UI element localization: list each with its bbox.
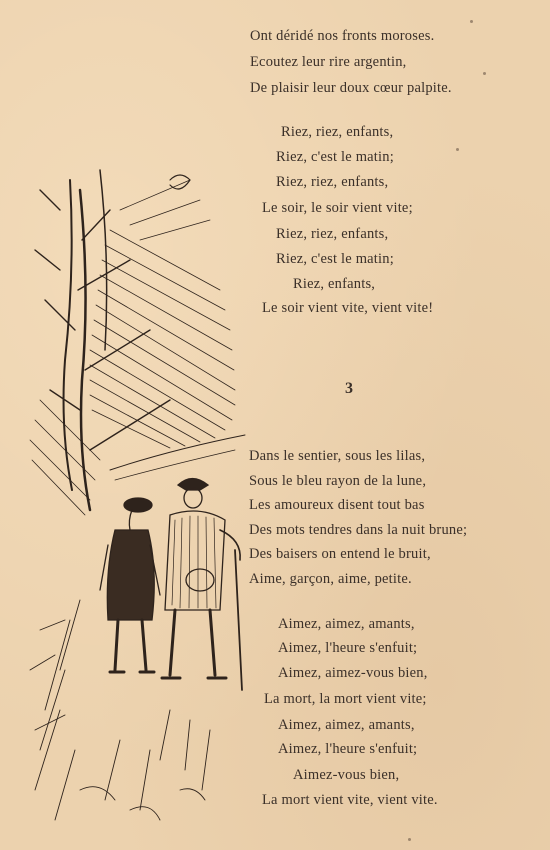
refrain-line: La mort vient vite, vient vite. xyxy=(262,792,438,808)
refrain-line: Riez, riez, enfants, xyxy=(281,124,394,140)
refrain-line: Aimez-vous bien, xyxy=(293,767,400,783)
refrain-line: Riez, riez, enfants, xyxy=(276,226,389,242)
verse-line: Ecoutez leur rire argentin, xyxy=(250,54,407,70)
stanza-number: 3 xyxy=(345,380,353,397)
refrain-line: Le soir vient vite, vient vite! xyxy=(262,300,434,316)
verse-line: De plaisir leur doux cœur palpite. xyxy=(250,80,452,96)
refrain-line: Riez, riez, enfants, xyxy=(276,174,389,190)
verse-line: Ont déridé nos fronts moroses. xyxy=(250,28,435,44)
refrain-line: Le soir, le soir vient vite; xyxy=(262,200,413,216)
refrain-line: Aimez, aimez, amants, xyxy=(278,616,415,632)
refrain-line: Aimez, aimez, amants, xyxy=(278,717,415,733)
refrain-line: La mort, la mort vient vite; xyxy=(264,691,427,707)
refrain-line: Aimez, aimez-vous bien, xyxy=(278,665,428,681)
verse-line: Les amoureux disent tout bas xyxy=(249,497,425,513)
refrain-line: Aimez, l'heure s'enfuit; xyxy=(278,741,418,757)
refrain-line: Riez, c'est le matin; xyxy=(276,251,394,267)
verse-line: Sous le bleu rayon de la lune, xyxy=(249,473,427,489)
verse-line: Aime, garçon, aime, petite. xyxy=(249,571,412,587)
engraving-two-wanderers-on-path-icon xyxy=(20,150,260,840)
refrain-line: Aimez, l'heure s'enfuit; xyxy=(278,640,418,656)
verse-line: Des baisers on entend le bruit, xyxy=(249,546,431,562)
refrain-line: Riez, enfants, xyxy=(293,276,376,292)
verse-line: Des mots tendres dans la nuit brune; xyxy=(249,522,468,538)
verse-line: Dans le sentier, sous les lilas, xyxy=(249,448,426,464)
refrain-line: Riez, c'est le matin; xyxy=(276,149,394,165)
